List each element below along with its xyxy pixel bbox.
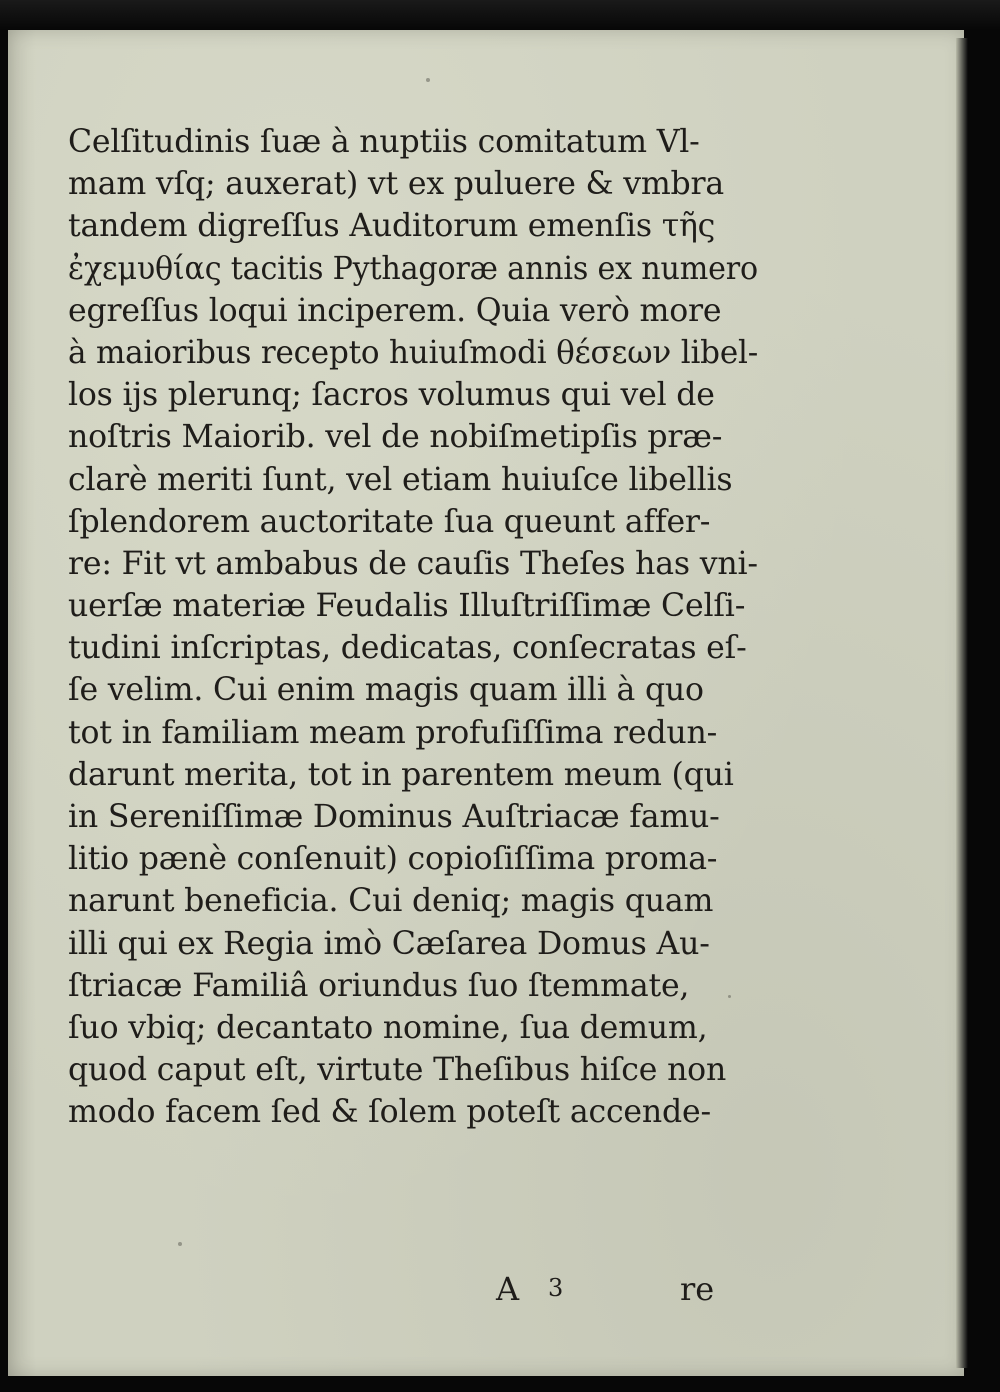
text-line: darunt merita, tot in parentem meum (qui (68, 754, 734, 793)
text-line: mam vſq; auxerat) vt ex puluere & vmbra (68, 164, 725, 203)
paper-speck (178, 1242, 182, 1246)
text-line: Celſitudinis ſuæ à nuptiis comitatum Vl- (68, 122, 700, 160)
text-line: los ijs plerunq; ſacros volumus qui vel de (68, 375, 715, 414)
paper-speck (426, 78, 430, 82)
text-line: quod caput eſt, virtute Theſibus hiſce non (68, 1050, 727, 1089)
text-line: noſtris Maiorib. vel de nobiſmetipſis præ- (68, 417, 723, 456)
text-line: re: Fit vt ambabus de cauſis Theſes has vni- (68, 543, 758, 582)
text-line: ſe velim. Cui enim magis quam illi à quo (68, 670, 704, 709)
text-line: ἐχεμυθίας tacitis Pythagoræ annis ex numero (68, 248, 758, 287)
page-edge-shadow (956, 38, 968, 1368)
text-line: in Sereniſſimæ Dominus Auſtriacæ famu- (68, 797, 720, 835)
text-line: uerſæ materiæ Feudalis Illuſtriſſimæ Celſi- (68, 586, 746, 625)
text-line: clarè meriti ſunt, vel etiam huiuſce libellis (68, 459, 733, 498)
text-line: egreſſus loqui inciperem. Quia verò more (68, 290, 722, 329)
text-line: modo facem ſed & ſolem poteſt accende- (68, 1092, 711, 1131)
page-footer (68, 1270, 768, 1312)
text-line: à maioribus recepto huiuſmodi θέσεων libel- (68, 332, 758, 371)
text-line: ſtriacæ Familiâ oriundus ſuo ſtemmate, (68, 965, 690, 1004)
paper-page (8, 30, 964, 1376)
text-line: tot in familiam meam profuſiſſima redun- (68, 712, 718, 751)
text-line: narunt beneficia. Cui deniq; magis quam (68, 881, 714, 920)
signature-mark: A (496, 1270, 520, 1308)
text-line: tandem digreſſus Auditorum emenſis τῆς (68, 206, 716, 245)
signature-number: 3 (548, 1274, 564, 1302)
text-line: ſplendorem auctoritate ſua queunt affer- (68, 501, 711, 540)
text-line: tudini inſcriptas, dedicatas, conſecratas eſ- (68, 628, 747, 667)
body-text (68, 120, 768, 1133)
scan-top-shadow (0, 0, 1000, 30)
catchword: re (680, 1270, 715, 1308)
text-line: illi qui ex Regia imò Cæſarea Domus Au- (68, 923, 710, 962)
text-line: litio pænè conſenuit) copioſiſſima proma- (68, 839, 718, 878)
text-line: ſuo vbiq; decantato nomine, ſua demum, (68, 1007, 708, 1046)
